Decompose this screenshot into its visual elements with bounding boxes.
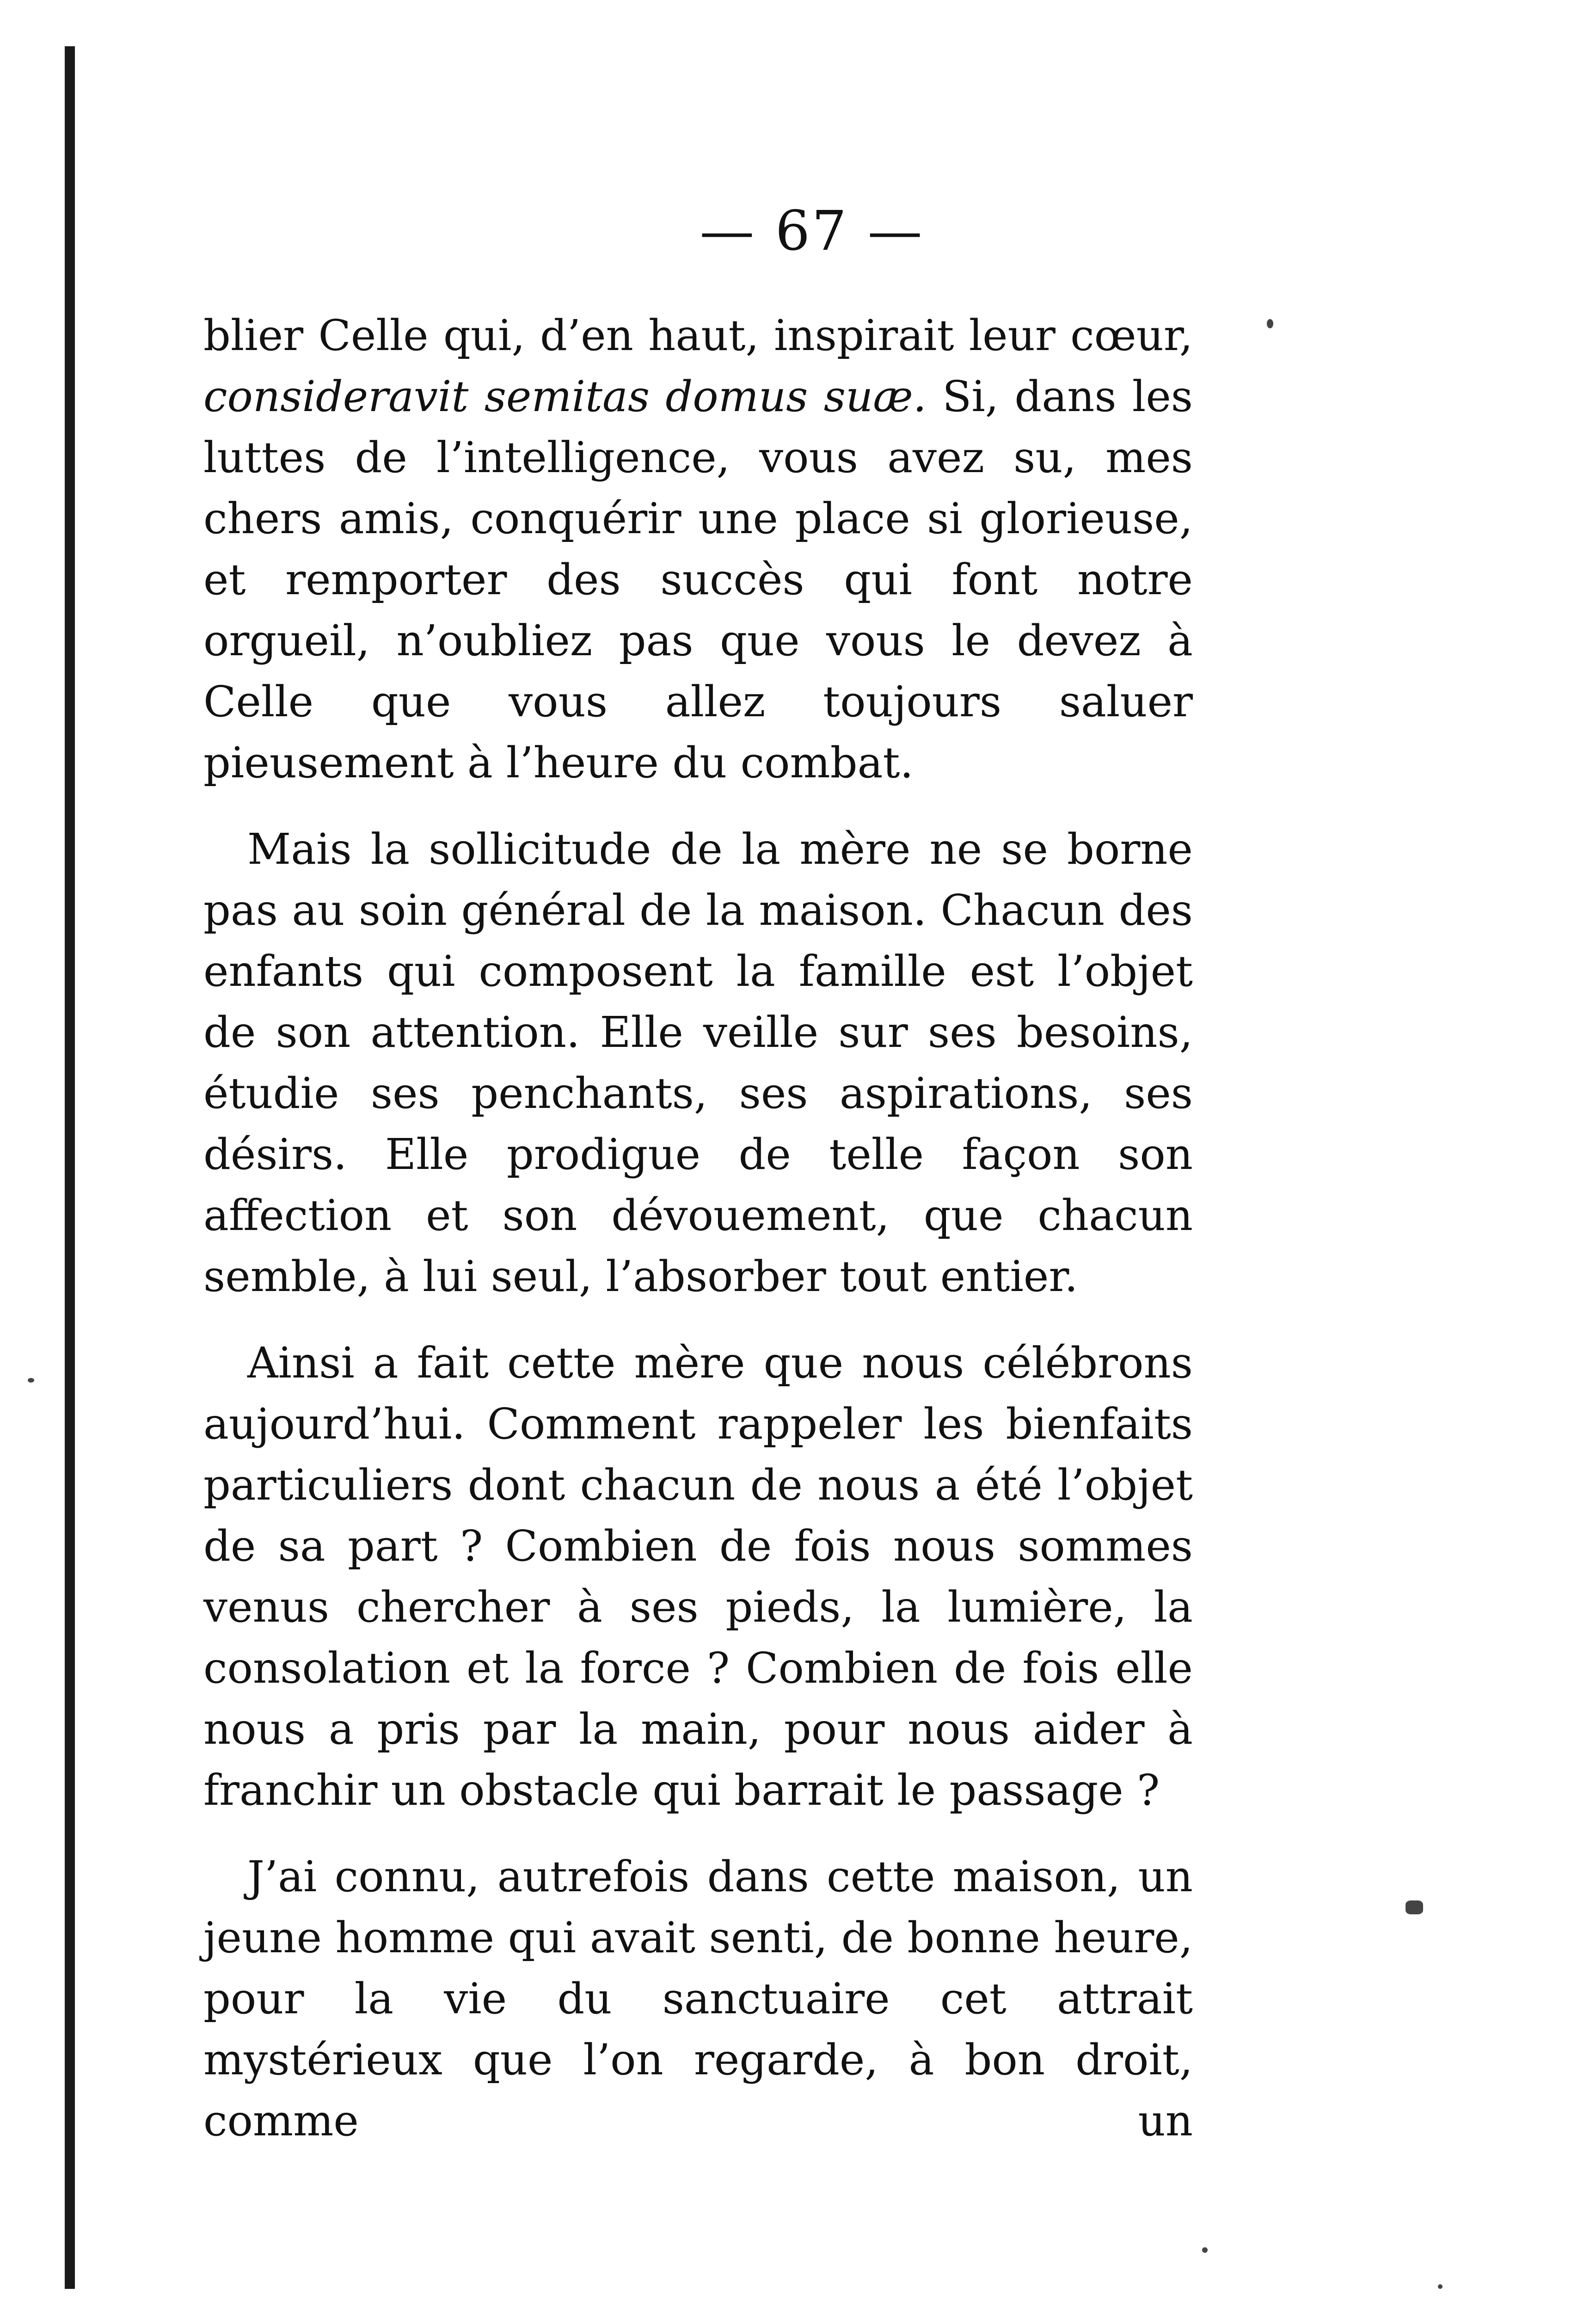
paragraph-3: Ainsi a fait cette mère que nous célébrons aujourd’hui. Comment rappeler les bienfaits particuliers dont chacun de nous a été l’objet de sa part ? Combien de fois nous sommes venus chercher à ses pieds, la lumière, la consolation et la force ? Combien de fois elle nous a pris par la main, pour nous aider à franchir un obstacle qui barrait le passage ? xyxy=(203,1338,1193,1815)
paragraph-1-rest: Si, dans les luttes de l’intelligence, vous avez su, mes chers amis, conquérir une place si glorieuse, et remporter des succès qui font notre orgueil, n’oubliez pas que vous le devez à Celle que vous allez toujours saluer pieusement à l’heure du combat. xyxy=(203,372,1193,787)
latin-quote: consideravit semitas domus suæ. xyxy=(203,372,927,421)
paragraph-2: Mais la sollicitude de la mère ne se borne pas au soin général de la maison. Chacun des enfants qui composent la famille est l’objet de son attention. Elle veille sur ses besoins, étudie ses penchants, ses aspirations, ses désirs. Elle prodigue de telle façon son affection et son dévouement, que chacun semble, à lui seul, l’absorber tout entier. xyxy=(203,824,1193,1301)
page-number: — 67 — xyxy=(700,199,924,263)
paragraph-1-start: blier Celle qui, d’en haut, inspirait leur cœur, xyxy=(203,311,1193,360)
body-text xyxy=(203,305,1193,2152)
scan-speck xyxy=(1267,319,1273,328)
scan-speck xyxy=(28,1378,34,1383)
scan-speck xyxy=(1438,2284,1443,2289)
paragraph-1 xyxy=(203,305,1193,793)
paragraph-4: J’ai connu, autrefois dans cette maison, un jeune homme qui avait senti, de bonne heure, pour la vie du sanctuaire cet attrait mystérieux que l’on regarde, à bon droit, comme un xyxy=(203,1852,1193,2146)
scan-speck xyxy=(1406,1900,1423,1914)
scan-speck xyxy=(1202,2247,1208,2253)
margin-rule xyxy=(65,46,75,2289)
